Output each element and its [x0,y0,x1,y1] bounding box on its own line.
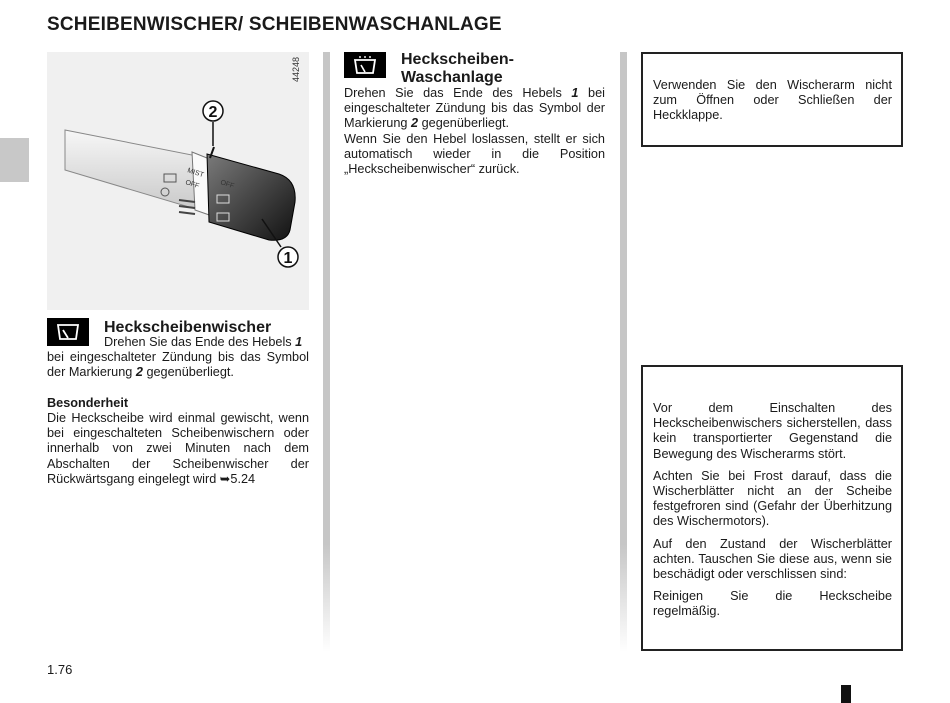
column-divider-2 [620,52,627,652]
page-number: 1.76 [47,662,73,677]
special-text: Die Heckscheibe wird einmal gewischt, wenn bei eingeschalteten Scheibenwischern oder innerhalb von zwei Minuten nach dem Abschalten der Scheibenwischer der Rückwärtsgang eingelegt wird ➥5.24 [47,411,309,486]
wiper-lever-drawing [47,52,309,310]
wiper-lever-illustration [47,52,309,310]
special-heading: Besonderheit [47,396,129,410]
page-corner-mark [841,685,851,703]
rear-wiper-text-line1 [104,335,309,350]
rear-washer-text-b: bei eingeschalteter Zündung bis das Symbol der Markierung [344,86,605,131]
rear-washer-text-a: Drehen Sie das Ende des Hebels [344,86,572,100]
rear-wiper-ref-1: 1 [295,335,303,349]
rear-washer-ref-2: 2 [411,116,419,131]
rear-wiper-text-b: bei eingeschalteter Zündung bis das Symbol der Markierung [47,350,309,380]
warning-p1: Vor dem Einschalten des Heckscheibenwischers sicherstellen, dass kein transportierter Gegenstand die Bewegung des Wischerarms stört. [653,401,892,461]
rear-washer-heading-line1: Heckscheiben- [401,51,514,68]
figure-ref-code: 44248 [291,56,301,82]
rear-washer-heading-line2: Waschanlage [401,69,503,86]
callout-2: 2 [208,104,218,121]
rear-wiper-heading: Heckscheibenwischer [104,319,272,336]
warning-p4: Reinigen Sie die Heckscheibe regelmäßig. [653,589,892,619]
warning-p3: Auf den Zustand der Wischerblätter achten. Tauschen Sie diese aus, wenn sie beschädigt oder verschlissen sind: [653,536,892,582]
rear-wiper-text-a: Drehen Sie das Ende des Hebels [104,335,296,349]
column-divider-1 [323,52,330,652]
warning-p2: Achten Sie bei Frost darauf, dass die Wischerblätter nicht an der Scheibe festgefroren sind (Gefahr der Überhitzung des Wischermotors). [653,468,892,529]
rear-wiper-icon [47,318,89,346]
rear-washer-text-d: Wenn Sie den Hebel loslassen, stellt er sich automatisch wieder in die Position „Heckscheibenwischer“ zurück. [344,131,605,177]
rear-wiper-text [47,350,309,380]
section-tab-marker [0,138,29,182]
warning-box [641,365,903,651]
warning-text [653,401,892,627]
rear-washer-icon [344,52,386,78]
rear-wiper-ref-2: 2 [135,365,143,380]
lever-label-mist: MIST [186,167,205,180]
callout-1: 1 [283,250,293,267]
lever-label-off-right: OFF [219,179,235,191]
rear-washer-text [344,86,605,177]
note-box [641,52,903,147]
rear-wiper-text-c: gegenüberliegt. [142,365,234,380]
note-text: Verwenden Sie den Wischerarm nicht zum Öffnen oder Schließen der Heckklappe. [653,78,892,123]
rear-washer-ref-1: 1 [571,86,579,100]
lever-label-off-left: OFF [184,179,200,191]
rear-washer-text-c: gegenüberliegt. [418,116,510,131]
page-title: SCHEIBENWISCHER/ SCHEIBENWASCHANLAGE [47,14,502,35]
